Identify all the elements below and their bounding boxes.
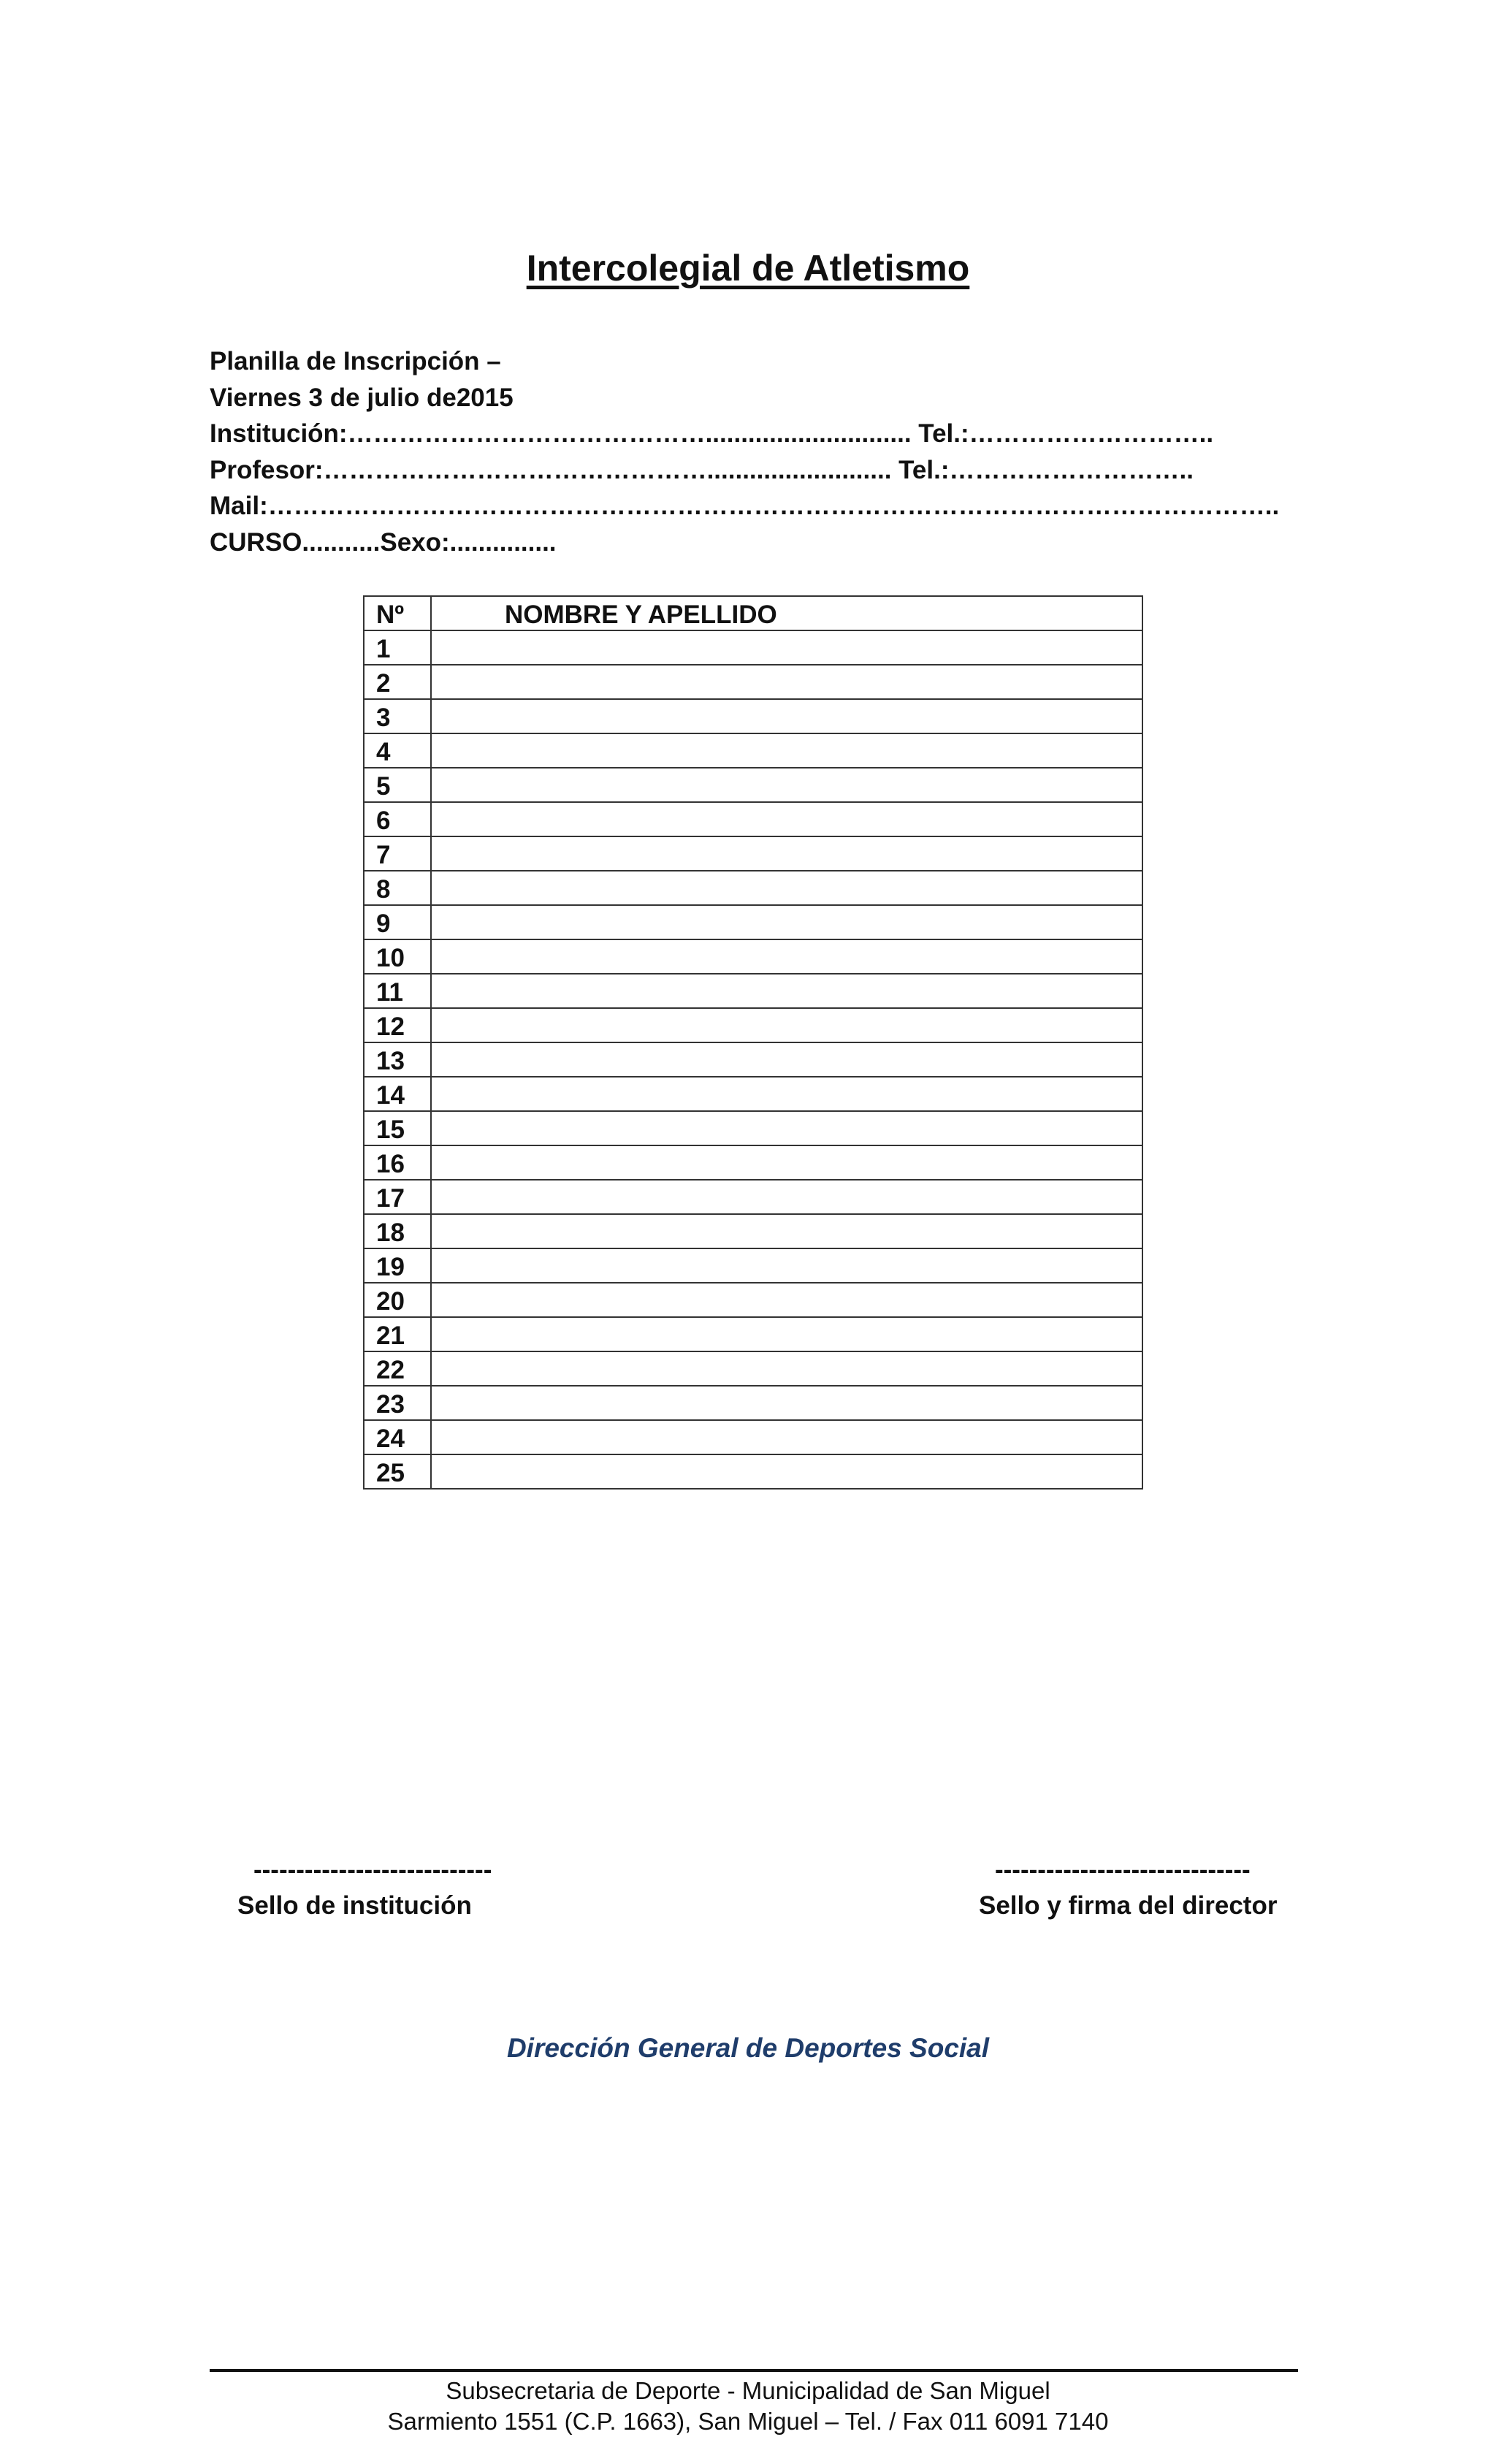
name-cell[interactable] bbox=[431, 1180, 1142, 1214]
institution-seal-label: Sello de institución bbox=[237, 1891, 472, 1920]
table-row bbox=[364, 1386, 1142, 1420]
name-cell[interactable] bbox=[431, 1317, 1142, 1351]
row-number: 8 bbox=[364, 871, 431, 905]
header-number: Nº bbox=[364, 596, 431, 630]
name-cell[interactable] bbox=[431, 630, 1142, 665]
table-row bbox=[364, 1248, 1142, 1283]
row-number: 5 bbox=[364, 768, 431, 802]
director-signature-block bbox=[979, 1852, 1277, 1923]
name-cell[interactable] bbox=[431, 1111, 1142, 1145]
name-cell[interactable] bbox=[431, 871, 1142, 905]
footer bbox=[0, 2376, 1496, 2437]
row-number: 23 bbox=[364, 1386, 431, 1420]
table-row bbox=[364, 1214, 1142, 1248]
table-row bbox=[364, 768, 1142, 802]
institution-seal-block bbox=[237, 1852, 492, 1923]
name-cell[interactable] bbox=[431, 1248, 1142, 1283]
name-cell[interactable] bbox=[431, 1214, 1142, 1248]
institution-seal-line: ---------------------------- bbox=[253, 1855, 492, 1884]
mail-field: Mail:……………………………………………………………………………………………………….. bbox=[210, 492, 1280, 521]
name-cell[interactable] bbox=[431, 1008, 1142, 1042]
table-body bbox=[364, 630, 1142, 1489]
name-cell[interactable] bbox=[431, 1386, 1142, 1420]
table-row bbox=[364, 1317, 1142, 1351]
name-cell[interactable] bbox=[431, 1420, 1142, 1454]
row-number: 14 bbox=[364, 1077, 431, 1111]
row-number: 24 bbox=[364, 1420, 431, 1454]
table-row bbox=[364, 699, 1142, 733]
row-number: 22 bbox=[364, 1351, 431, 1386]
row-number: 19 bbox=[364, 1248, 431, 1283]
row-number: 3 bbox=[364, 699, 431, 733]
row-number: 18 bbox=[364, 1214, 431, 1248]
table-row bbox=[364, 1454, 1142, 1489]
name-cell[interactable] bbox=[431, 974, 1142, 1008]
name-cell[interactable] bbox=[431, 768, 1142, 802]
table-row bbox=[364, 1420, 1142, 1454]
table-row bbox=[364, 802, 1142, 836]
row-number: 16 bbox=[364, 1145, 431, 1180]
direction-name: Dirección General de Deportes Social bbox=[506, 2033, 990, 2063]
table-row bbox=[364, 1283, 1142, 1317]
table-row bbox=[364, 871, 1142, 905]
row-number: 12 bbox=[364, 1008, 431, 1042]
header-name: NOMBRE Y APELLIDO bbox=[431, 596, 1142, 630]
name-cell[interactable] bbox=[431, 665, 1142, 699]
table-row bbox=[364, 836, 1142, 871]
row-number: 17 bbox=[364, 1180, 431, 1214]
form-date: Viernes 3 de julio de2015 bbox=[210, 383, 514, 412]
name-cell[interactable] bbox=[431, 1351, 1142, 1386]
row-number: 7 bbox=[364, 836, 431, 871]
table-row bbox=[364, 1111, 1142, 1145]
participants-table bbox=[363, 595, 1143, 1490]
table-row bbox=[364, 1008, 1142, 1042]
table-row bbox=[364, 1351, 1142, 1386]
table-row bbox=[364, 1077, 1142, 1111]
row-number: 9 bbox=[364, 905, 431, 939]
table-header-row bbox=[364, 596, 1142, 630]
table-row bbox=[364, 665, 1142, 699]
table-row bbox=[364, 1180, 1142, 1214]
row-number: 4 bbox=[364, 733, 431, 768]
document-title: Intercolegial de Atletismo bbox=[526, 248, 970, 289]
name-cell[interactable] bbox=[431, 939, 1142, 974]
row-number: 11 bbox=[364, 974, 431, 1008]
table-row bbox=[364, 905, 1142, 939]
row-number: 15 bbox=[364, 1111, 431, 1145]
row-number: 10 bbox=[364, 939, 431, 974]
form-heading: Planilla de Inscripción – bbox=[210, 347, 501, 375]
name-cell[interactable] bbox=[431, 905, 1142, 939]
name-cell[interactable] bbox=[431, 802, 1142, 836]
name-cell[interactable] bbox=[431, 1042, 1142, 1077]
table-row bbox=[364, 1145, 1142, 1180]
table-row bbox=[364, 1042, 1142, 1077]
teacher-field: Profesor:……………………………………….......................... Tel.:……………………….. bbox=[210, 455, 1194, 484]
registration-form-fields bbox=[210, 343, 1305, 561]
name-cell[interactable] bbox=[431, 836, 1142, 871]
table-row bbox=[364, 630, 1142, 665]
row-number: 6 bbox=[364, 802, 431, 836]
row-number: 25 bbox=[364, 1454, 431, 1489]
table-row bbox=[364, 974, 1142, 1008]
row-number: 13 bbox=[364, 1042, 431, 1077]
name-cell[interactable] bbox=[431, 1283, 1142, 1317]
institution-field: Institución:……………………………………............................. Tel.:……………………….. bbox=[210, 419, 1214, 449]
footer-line-2: Sarmiento 1551 (C.P. 1663), San Miguel – Tel. / Fax 011 6091 7140 bbox=[387, 2408, 1109, 2435]
director-signature-label: Sello y firma del director bbox=[979, 1891, 1278, 1920]
director-signature-line: ------------------------------ bbox=[995, 1855, 1251, 1884]
table-row bbox=[364, 733, 1142, 768]
row-number: 2 bbox=[364, 665, 431, 699]
name-cell[interactable] bbox=[431, 733, 1142, 768]
row-number: 20 bbox=[364, 1283, 431, 1317]
name-cell[interactable] bbox=[431, 1077, 1142, 1111]
name-cell[interactable] bbox=[431, 1454, 1142, 1489]
row-number: 1 bbox=[364, 630, 431, 665]
row-number: 21 bbox=[364, 1317, 431, 1351]
course-sex-field: CURSO...........Sexo:............... bbox=[210, 527, 557, 557]
name-cell[interactable] bbox=[431, 699, 1142, 733]
name-cell[interactable] bbox=[431, 1145, 1142, 1180]
footer-divider bbox=[210, 2369, 1298, 2372]
footer-line-1: Subsecretaria de Deporte - Municipalidad de San Miguel bbox=[446, 2377, 1050, 2404]
table-row bbox=[364, 939, 1142, 974]
